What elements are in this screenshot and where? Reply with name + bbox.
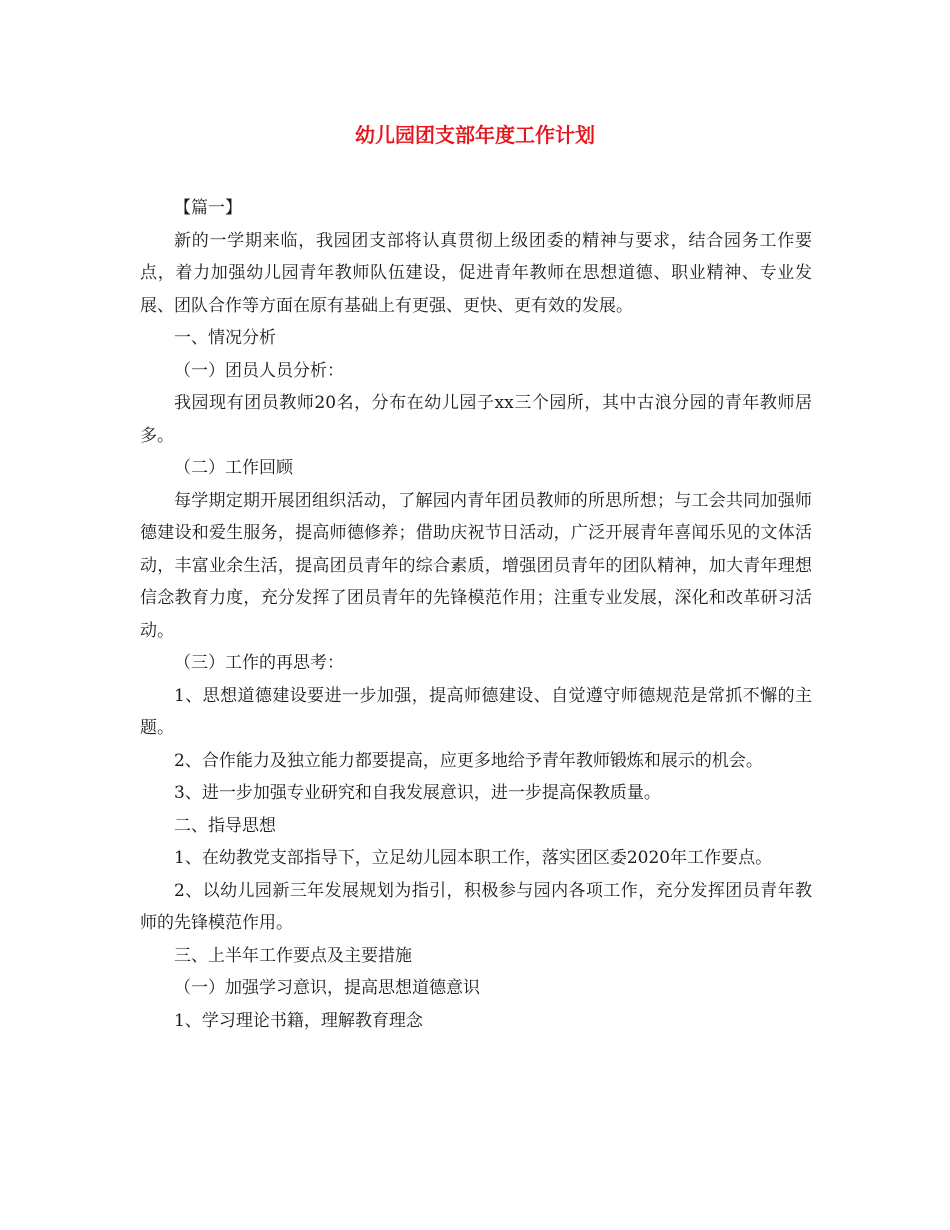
document-title: 幼儿园团支部年度工作计划 — [355, 123, 595, 147]
heading-situation-analysis: 一、情况分析 — [174, 328, 276, 348]
subheading-study-awareness: （一）加强学习意识，提高思想道德意识 — [174, 978, 480, 998]
heading-first-half-measures: 三、上半年工作要点及主要措施 — [174, 945, 412, 966]
paragraph-member-analysis: 我园现有团员教师20名，分布在幼儿园子xx三个园所，其中古浪分园的青年教师居多。 — [140, 393, 812, 446]
document-body — [140, 192, 812, 1037]
section-label: 【篇一】 — [174, 198, 242, 218]
list-item-guiding-2: 2、以幼儿园新三年发展规划为指引，积极参与园内各项工作，充分发挥团员青年教师的先锋模范作用。 — [140, 880, 812, 933]
paragraph-work-review: 每学期定期开展团组织活动，了解园内青年团员教师的所思所想；与工会共同加强师德建设和爱生服务，提高师德修养；借助庆祝节日活动，广泛开展青年喜闻乐见的文体活动，丰富业余生活，提高团员青年的综合素质，增强团员青年的团队精神，加大青年理想信念教育力度，充分发挥了团员青年的先锋模范作用；注重专业发展，深化和改革研习活动。 — [140, 490, 812, 641]
list-item-rethinking-3: 3、进一步加强专业研究和自我发展意识，进一步提高保教质量。 — [174, 783, 661, 803]
paragraph-intro: 新的一学期来临，我园团支部将认真贯彻上级团委的精神与要求，结合园务工作要点，着力加强幼儿园青年教师队伍建设，促进青年教师在思想道德、职业精神、专业发展、团队合作等方面在原有基础上有更强、更快、更有效的发展。 — [140, 230, 812, 316]
heading-guiding-ideology: 二、指导思想 — [174, 815, 276, 836]
subheading-work-review: （二）工作回顾 — [174, 458, 293, 478]
subheading-rethinking: （三）工作的再思考： — [174, 653, 344, 673]
list-item-study-1: 1、学习理论书籍，理解教育理念 — [174, 1010, 423, 1031]
subheading-member-analysis: （一）团员人员分析： — [174, 360, 344, 381]
list-item-rethinking-2: 2、合作能力及独立能力都要提高，应更多地给予青年教师锻炼和展示的机会。 — [174, 750, 763, 771]
list-item-guiding-1: 1、在幼教党支部指导下，立足幼儿园本职工作，落实团区委2020年工作要点。 — [174, 848, 773, 868]
list-item-rethinking-1: 1、思想道德建设要进一步加强，提高师德建设、自觉遵守师德规范是常抓不懈的主题。 — [140, 685, 812, 738]
